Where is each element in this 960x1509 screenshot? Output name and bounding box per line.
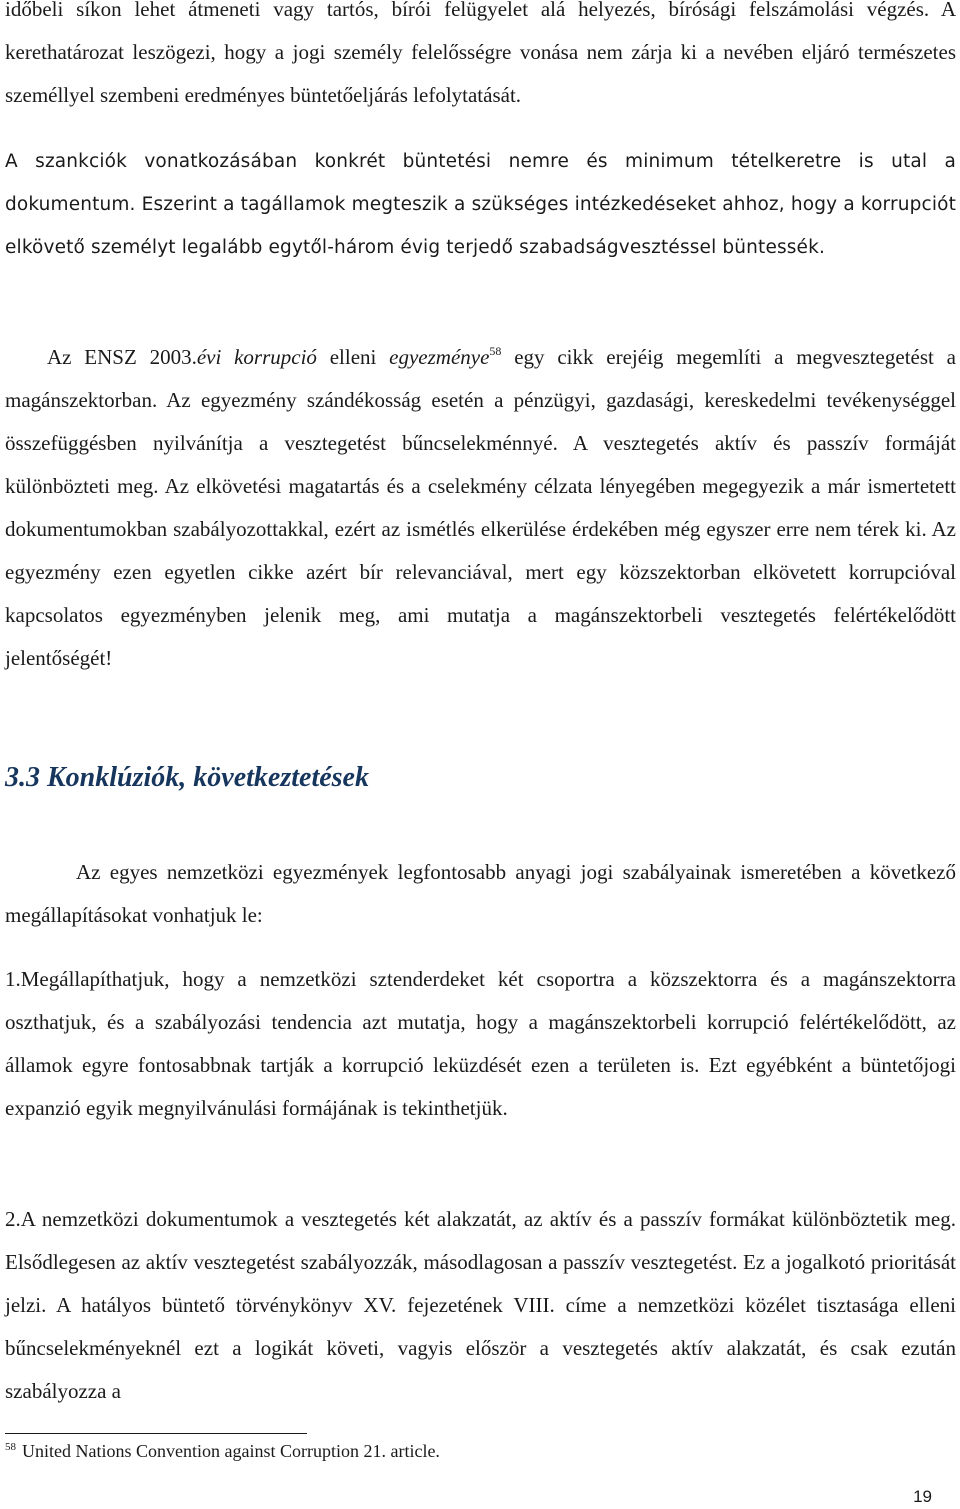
footnote-divider — [5, 1433, 307, 1434]
page-number: 19 — [913, 1487, 932, 1506]
paragraph-2: A szankciók vonatkozásában konkrét büntetési nemre és minimum tételkeretre is utal a dokumentum. Eszerint a tagállamok megteszik a szükséges intézkedéseket ahhoz, hogy a korrupciót elkövető személyt legalább egytől-három évig terjedő szabadságvesztéssel büntessék. — [5, 151, 956, 258]
paragraph-1: időbeli síkon lehet átmeneti vagy tartós, bírói felügyelet alá helyezés, bírósági felszámolási végzés. A kerethatározat leszögezi, hogy a jogi személy felelősségre vonása nem zárja ki a nevében eljáró természetes személlyel szembeni eredményes büntetőeljárás lefolytatását. — [5, 0, 956, 107]
section-heading: 3.3 Konklúziók, következtetések — [5, 762, 369, 793]
paragraph-3 — [5, 336, 956, 680]
footnote — [5, 1435, 440, 1467]
paragraph-3-rest: egy cikk erejéig megemlíti a megvesztegetést a magánszektorban. Az egyezmény szándékosság esetén a pénzügyi, gazdasági, kereskedelmi tevékenységgel összefüggésben nyilvánítja a vesztegetést bűncselekménnyé. A vesztegetés aktív és passzív formáját különbözteti meg. Az elkövetési magatartás és a cselekmény célzata lényegében megegyezik a már ismertetett dokumentumokban szabályozottakkal, ezért az ismétlés elkerülése érdekében még egyszer erre nem térek ki. Az egyezmény ezen egyetlen cikke azért bír relevanciával, mert egy közszektorban elkövetett korrupcióval kapcsolatos egyezményben jelenik meg, ami mutatja a magánszektorbeli vesztegetés felértékelődött jelentőségét! — [5, 345, 956, 670]
paragraph-5: 1.Megállapíthatjuk, hogy a nemzetközi sztenderdeket két csoportra a közszektorra és a magánszektorra oszthatjuk, és a szabályozási tendencia azt mutatja, hogy a magánszektorbeli korrupció felértékelődött, az államok egyre fontosabbnak tartják a korrupció leküzdését ezen a területen is. Ezt egyébként a büntetőjogi expanzió egyik megnyilvánulási formájának is tekinthetjük. — [5, 967, 956, 1120]
paragraph-3-start: Az ENSZ 2003. — [47, 345, 197, 369]
footnote-text: United Nations Convention against Corruption 21. article. — [22, 1441, 440, 1461]
paragraph-3-mid: elleni — [316, 345, 390, 369]
paragraph-3-italic-1: évi korrupció — [196, 345, 317, 369]
footnote-reference: 58 — [489, 344, 502, 358]
paragraph-6: 2.A nemzetközi dokumentumok a vesztegetés két alakzatát, az aktív és a passzív formákat különböztetik meg. Elsődlegesen az aktív vesztegetést szabályozzák, másodlagosan a passzív vesztegetést. Ez a jogalkotó prioritását jelzi. A hatályos büntető törvénykönyv XV. fejezetének VIII. címe a nemzetközi közélet tisztasága elleni bűncselekményeknél ezt a logikát követi, vagyis először a vesztegetés aktív alakzatát, és csak ezután szabályozza a — [5, 1207, 956, 1403]
footnote-number: 58 — [5, 1441, 16, 1453]
paragraph-4: Az egyes nemzetközi egyezmények legfontosabb anyagi jogi szabályainak ismeretében a következő megállapításokat vonhatjuk le: — [5, 860, 956, 927]
paragraph-3-italic-2: egyezménye — [389, 345, 490, 369]
